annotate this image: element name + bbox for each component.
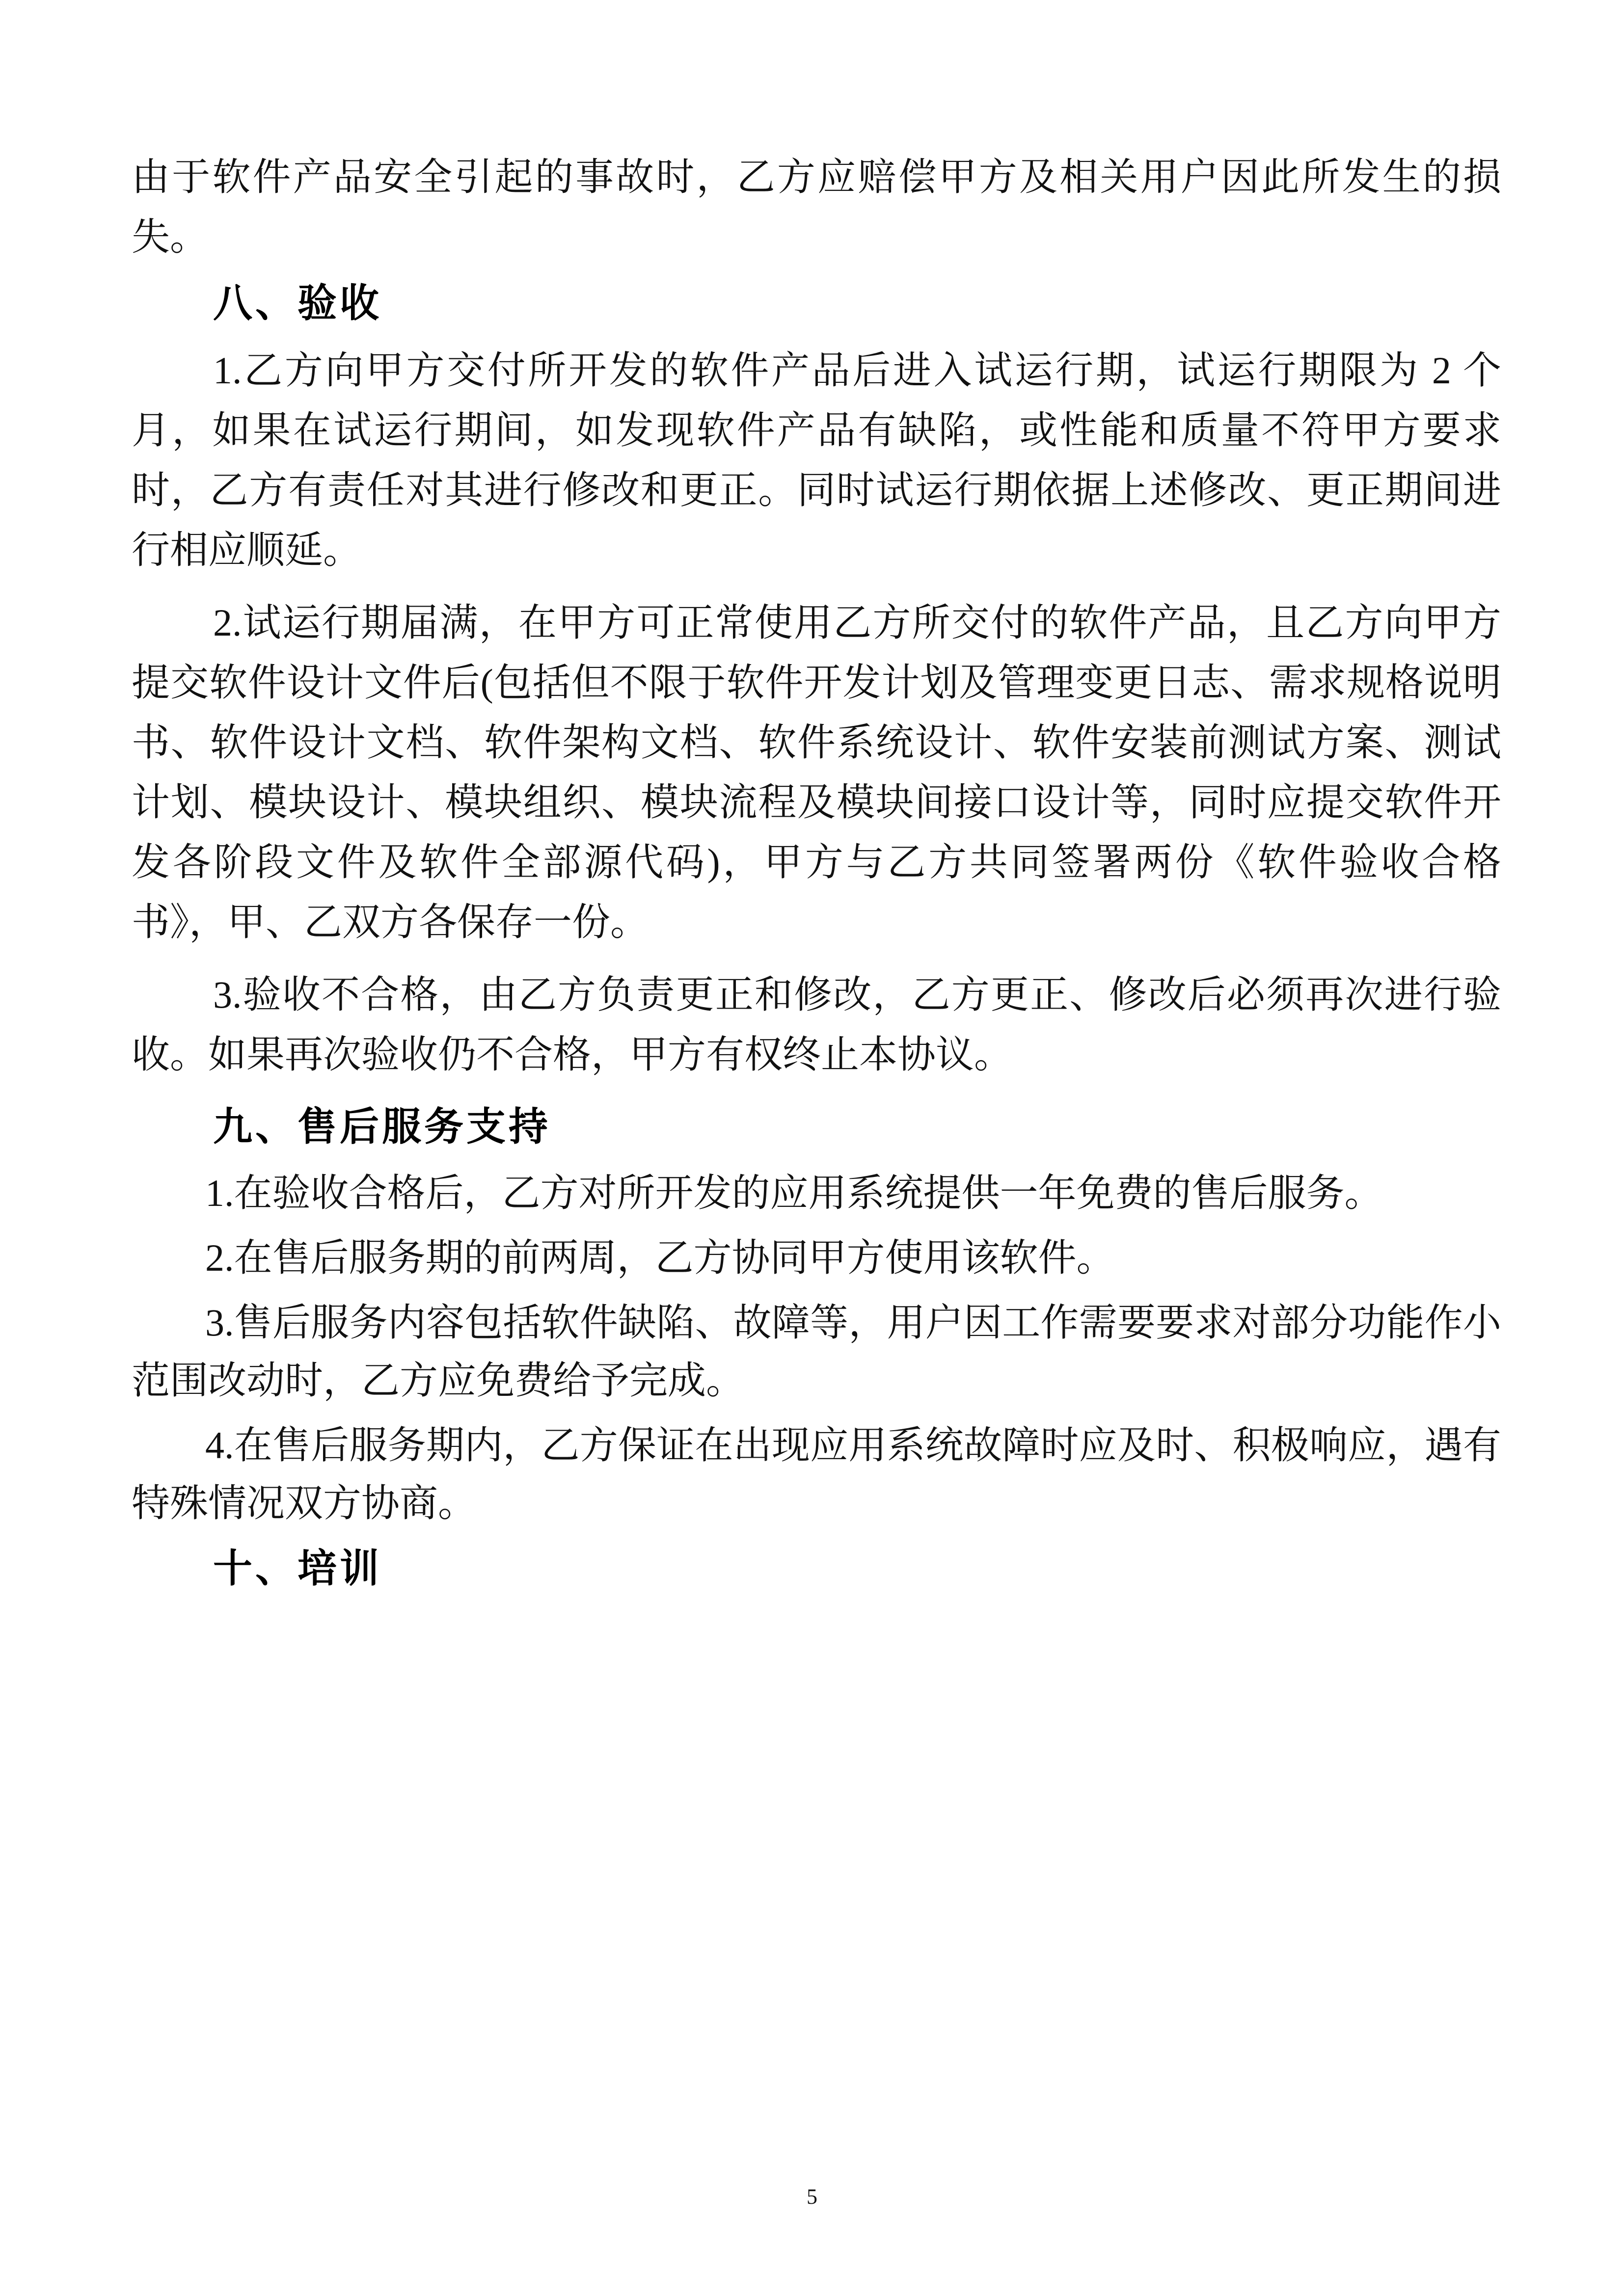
- spacer: [132, 1287, 1501, 1294]
- section-nine-item-1: 1.在验收合格后，乙方对所开发的应用系统提供一年免费的售后服务。: [205, 1172, 1383, 1214]
- section-nine-heading: 九、售后服务支持: [213, 1106, 551, 1149]
- spacer: [132, 952, 1501, 965]
- spacer: [132, 267, 1501, 274]
- section-eight-heading: 八、验收: [213, 282, 382, 325]
- spacer: [132, 1157, 1501, 1164]
- section-eight-item-3: 3.验收不合格，由乙方负责更正和修改，乙方更正、修改后必须再次进行验收。如果再次验收仍不合格，甲方有权终止本协议。: [132, 973, 1501, 1076]
- page-number: 5: [807, 2185, 817, 2209]
- spacer: [132, 1410, 1501, 1416]
- section-nine-item-4: 4.在售后服务期内，乙方保证在出现应用系统故障时应及时、积极响应，遇有特殊情况双方协商。: [132, 1424, 1501, 1524]
- section-eight-item-2: 2.试运行期届满，在甲方可正常使用乙方所交付的软件产品，且乙方向甲方提交软件设计文件后(包括但不限于软件开发计划及管理变更日志、需求规格说明书、软件设计文档、软件架构文档、软件系统设计、软件安装前测试方案、测试计划、模块设计、模块组织、模块流程及模块间接口设计等，同时应提交软件开发各阶段文件及软件全部源代码)，甲方与乙方共同签署两份《软件验收合格书》，甲、乙双方各保存一份。: [132, 601, 1501, 943]
- page-content: [132, 147, 1501, 1599]
- spacer: [132, 1222, 1501, 1229]
- section-nine-item-3: 3.售后服务内容包括软件缺陷、故障等，用户因工作需要要求对部分功能作小范围改动时，乙方应免费给予完成。: [132, 1301, 1501, 1402]
- section-eight-item-1: 1.乙方向甲方交付所开发的软件产品后进入试运行期，试运行期限为 2 个月，如果在试运行期间，如发现软件产品有缺陷，或性能和质量不符甲方要求时，乙方有责任对其进行修改和更正。同时试运行期依据上述修改、更正期间进行相应顺延。: [132, 349, 1501, 571]
- carryover-paragraph: 由于软件产品安全引起的事故时，乙方应赔偿甲方及相关用户因此所发生的损失。: [132, 156, 1501, 258]
- spacer: [132, 580, 1501, 593]
- section-ten-heading: 十、培训: [213, 1548, 382, 1591]
- spacer: [132, 1532, 1501, 1539]
- section-nine-item-2: 2.在售后服务期的前两周，乙方协同甲方使用该软件。: [205, 1236, 1115, 1279]
- spacer: [132, 334, 1501, 341]
- spacer: [132, 1085, 1501, 1097]
